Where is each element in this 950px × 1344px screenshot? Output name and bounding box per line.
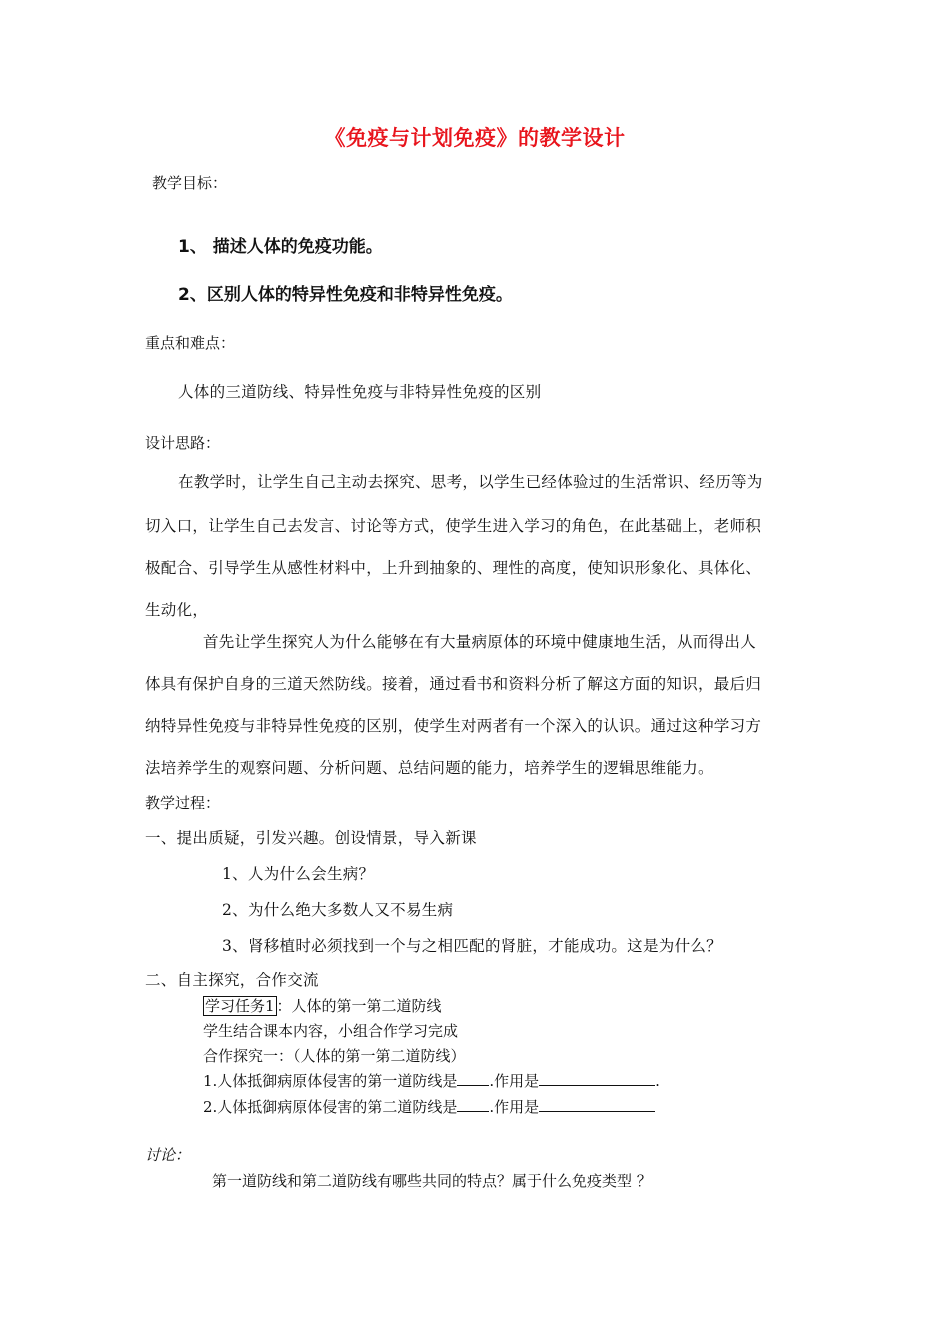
fill-blank-question <box>203 1070 660 1091</box>
design-label: 设计思路： <box>145 434 221 452</box>
fill-blank-end: . <box>655 1072 660 1090</box>
answer-blank[interactable] <box>539 1071 655 1086</box>
page-title: 《免疫与计划免疫》的教学设计 <box>324 126 626 150</box>
explore-title: 合作探究一：（人体的第一第二道防线） <box>203 1047 466 1065</box>
objective-item: 1、 描述人体的免疫功能。 <box>178 237 383 257</box>
process-label: 教学过程： <box>145 794 221 812</box>
design-line: 纳特异性免疫与非特异性免疫的区别，使学生对两者有一个深入的认识。通过这种学习方 <box>145 717 762 735</box>
design-line: 极配合、引导学生从感性材料中，上升到抽象的、理性的高度，使知识形象化、具体化、 <box>145 559 762 577</box>
task-label-box: 学习任务1 <box>205 997 275 1015</box>
discussion-text: 第一道防线和第二道防线有哪些共同的特点？属于什么免疫类型 ？ <box>212 1172 652 1190</box>
design-line: 生动化， <box>145 601 209 619</box>
fill-blank-prefix: 1.人体抵御病原体侵害的第一道防线是 <box>203 1072 458 1090</box>
fill-blank-question <box>203 1096 655 1117</box>
fill-blank-mid: .作用是 <box>489 1072 540 1090</box>
answer-blank[interactable] <box>457 1071 489 1086</box>
design-line: 首先让学生探究人为什么能够在有大量病原体的环境中健康地生活，从而得出人 <box>203 633 757 651</box>
answer-blank[interactable] <box>539 1097 655 1112</box>
objective-item: 2、区别人体的特异性免疫和非特异性免疫。 <box>178 285 513 305</box>
task-line <box>203 995 442 1016</box>
intro-question: 3、肾移植时必须找到一个与之相匹配的肾脏，才能成功。这是为什么？ <box>222 937 722 955</box>
key-points-text: 人体的三道防线、特异性免疫与非特异性免疫的区别 <box>178 383 542 401</box>
design-line: 法培养学生的观察问题、分析问题、总结问题的能力，培养学生的逻辑思维能力。 <box>145 759 714 777</box>
task-instruction: 学生结合课本内容，小组合作学习完成 <box>203 1022 459 1040</box>
task-text: ：人体的第一第二道防线 <box>276 997 442 1015</box>
objectives-label: 教学目标： <box>152 174 228 192</box>
answer-blank[interactable] <box>457 1097 489 1112</box>
design-line: 在教学时，让学生自己主动去探究、思考，以学生已经体验过的生活常识、经历等为 <box>178 473 763 491</box>
design-line: 体具有保护自身的三道天然防线。接着，通过看书和资料分析了解这方面的知识，最后归 <box>145 675 762 693</box>
intro-question: 2、为什么绝大多数人又不易生病 <box>222 901 454 919</box>
fill-blank-mid: .作用是 <box>489 1098 540 1116</box>
design-line: 切入口，让学生自己去发言、讨论等方式，使学生进入学习的角色，在此基础上，老师积 <box>145 517 762 535</box>
fill-blank-prefix: 2.人体抵御病原体侵害的第二道防线是 <box>203 1098 458 1116</box>
discussion-label: 讨论： <box>145 1146 191 1164</box>
section-heading: 二、自主探究，合作交流 <box>145 971 319 989</box>
section-heading: 一、提出质疑，引发兴趣。创设情景，导入新课 <box>145 829 477 847</box>
intro-question: 1、人为什么会生病？ <box>222 865 375 883</box>
key-points-label: 重点和难点： <box>145 334 236 352</box>
